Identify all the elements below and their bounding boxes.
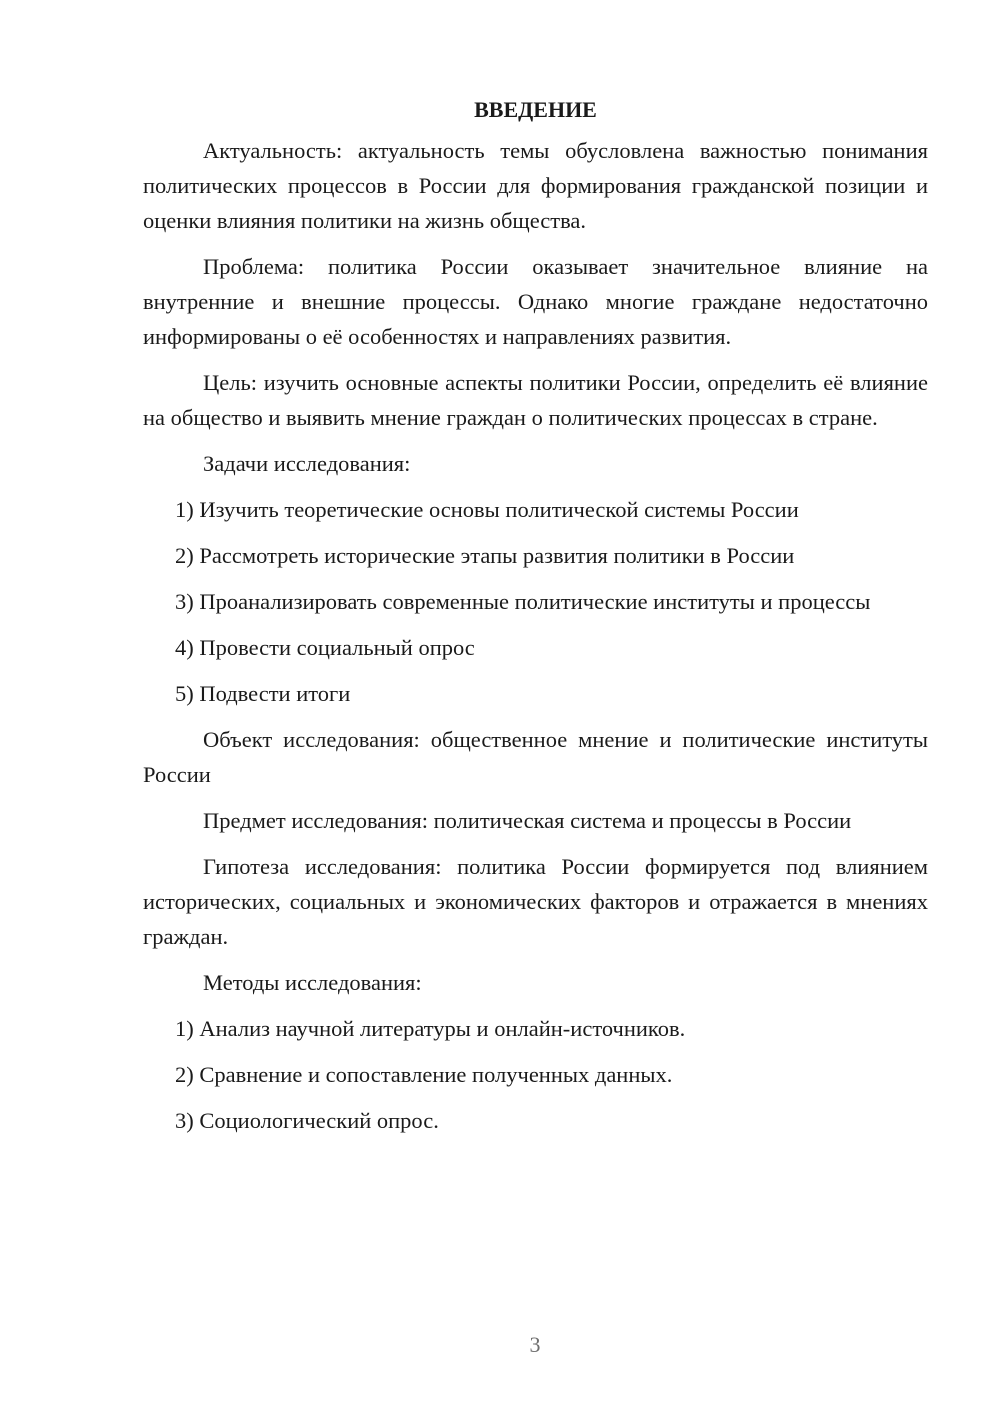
subject-paragraph: Предмет исследования: политическая система и процессы в России <box>203 808 852 833</box>
task-item: 2) Рассмотреть исторические этапы развития политики в России <box>175 543 795 568</box>
method-item: 2) Сравнение и сопоставление полученных данных. <box>175 1062 673 1087</box>
goal-paragraph: Цель: изучить основные аспекты политики России, определить её влияние на общество и выявить мнение граждан о политических процессах в стране. <box>143 370 928 430</box>
task-item: 3) Проанализировать современные политические институты и процессы <box>175 589 871 614</box>
methods-list <box>143 1011 928 1138</box>
method-item: 1) Анализ научной литературы и онлайн-источников. <box>175 1016 686 1041</box>
section-title: ВВЕДЕНИЕ <box>474 97 597 122</box>
relevance-paragraph: Актуальность: актуальность темы обусловлена важностью понимания политических процессов в России для формирования гражданской позиции и оценки влияния политики на жизнь общества. <box>143 138 928 233</box>
hypothesis-paragraph: Гипотеза исследования: политика России формируется под влиянием исторических, социальных и экономических факторов и отражается в мнениях граждан. <box>143 854 928 949</box>
task-item: 1) Изучить теоретические основы политической системы России <box>175 497 799 522</box>
tasks-heading: Задачи исследования: <box>203 451 411 476</box>
problem-paragraph: Проблема: политика России оказывает значительное влияние на внутренние и внешние процессы. Однако многие граждане недостаточно информированы о её особенностях и направлениях развития. <box>143 254 928 349</box>
document-page <box>143 92 928 1149</box>
method-item: 3) Социологический опрос. <box>175 1108 439 1133</box>
methods-heading: Методы исследования: <box>203 970 422 995</box>
tasks-list <box>143 492 928 711</box>
task-item: 5) Подвести итоги <box>175 681 351 706</box>
task-item: 4) Провести социальный опрос <box>175 635 475 660</box>
object-paragraph: Объект исследования: общественное мнение и политические институты России <box>143 727 928 787</box>
page-number: 3 <box>529 1332 541 1357</box>
